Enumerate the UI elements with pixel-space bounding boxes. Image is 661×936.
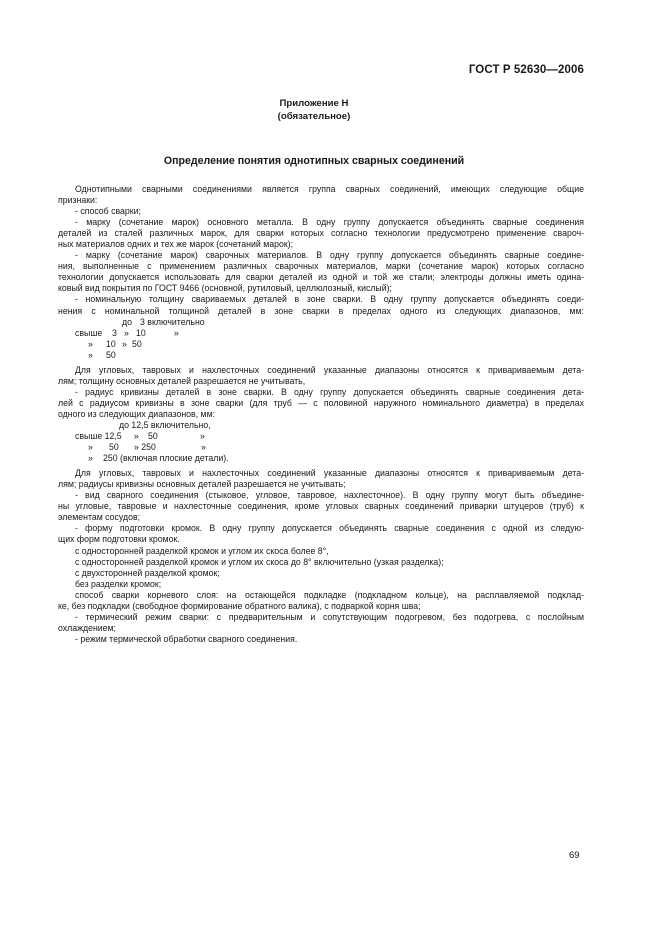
appendix-status: (обязательное) — [277, 111, 351, 122]
paragraph-line: лям; толщину основных деталей разрешается не учитывать, — [58, 375, 306, 386]
paragraph-line: деталей из сталей различных марок, для сварки которых согласно технологии предусмотрено применение свароч- — [58, 228, 584, 239]
range-cell: 3 включительно — [140, 316, 205, 327]
paragraph-line: ния, выполненные с применением различных сварочных материалов, марки (сочетание марок) которых согласно — [58, 261, 584, 272]
paragraph-line: лям; радиусы кривизны основных деталей разрешается не учитывать; — [58, 479, 346, 490]
paragraph-line: Для угловых, тавровых и нахлесточных соединений указанные диапазоны относятся к привариваемым дета- — [75, 364, 584, 375]
paragraph-line: элементам сосудов; — [58, 512, 141, 523]
list-item: - вид сварного соединения (стыковое, угловое, тавровое, нахлесточное). В одну группу могут быть объедине- — [75, 490, 584, 501]
paragraph-line: ковый вид покрытия по ГОСТ 9466 (основной, рутиловый, целлюлозный, кислый); — [58, 283, 392, 294]
list-item: - режим термической обработки сварного соединения. — [75, 633, 298, 644]
range-cell: свыше — [75, 327, 103, 338]
appendix-label: Приложение Н — [279, 98, 349, 109]
range-row — [58, 339, 584, 350]
range-cell: » — [134, 431, 139, 442]
range-cell: 50 — [132, 338, 142, 349]
list-item: - термический режим сварки: с предварительным и сопутствующим подогревом, без подогрева, с послойным — [75, 611, 584, 622]
body-text — [58, 184, 584, 645]
paragraph-line: нения с номинальной толщиной деталей в зоне сварки в пределах одного из следующих диапазонов, мм: — [58, 305, 584, 316]
range-row — [58, 420, 584, 431]
list-item: с двухсторонней разделкой кромок; — [75, 567, 220, 578]
list-item: - номинальную толщину свариваемых деталей в зоне сварки. В одну группу допускается объединять соеди- — [75, 294, 584, 305]
paragraph-line: ке, без подкладки (свободное формирование обратного валика), с подваркой корня шва; — [58, 600, 421, 611]
range-cell: 3 — [112, 327, 117, 338]
range-cell: » — [200, 431, 205, 442]
range-cell: » — [124, 327, 129, 338]
range-row — [58, 442, 584, 453]
range-cell: » 250 — [134, 442, 156, 453]
range-cell: » — [174, 327, 179, 338]
paragraph-line: щих форм подготовки кромок. — [58, 534, 180, 545]
range-row — [58, 350, 584, 361]
paragraph-line: Однотипными сварными соединениями является группа сварных соединений, имеющих следующие общие — [75, 184, 584, 194]
range-cell: » — [88, 453, 93, 464]
paragraph-line: Для угловых, тавровых и нахлесточных соединений указанные диапазоны относятся к привариваемым дета- — [75, 468, 584, 479]
paragraph-line: охлаждением; — [58, 622, 116, 633]
range-cell: свыше 12,5 — [75, 431, 122, 442]
page-number: 69 — [569, 850, 580, 861]
paragraph-line: признаки: — [58, 195, 98, 206]
list-item: без разделки кромок; — [75, 578, 162, 589]
range-cell: » — [88, 338, 93, 349]
radius-ranges — [58, 420, 584, 464]
paragraph-line: ны угловые, тавровые и нахлесточные соединения, кроме угловых сварных соединений приварки штуцеров (труб) к — [58, 501, 584, 512]
range-row — [58, 317, 584, 328]
range-cell: 50 — [106, 349, 116, 360]
paragraph-line: способ сварки корневого слоя: на остающейся подкладке (подкладном кольце), на расплавляемой подклад- — [75, 589, 584, 600]
list-item: с односторонней разделкой кромок и углом их скоса более 8°, — [75, 545, 329, 556]
paragraph-line: технологии допускается использовать для сварки деталей из одной и той же стали; электроды должны иметь одина- — [58, 272, 584, 283]
range-cell: » — [122, 338, 127, 349]
range-cell: » — [88, 349, 93, 360]
list-item: - марку (сочетание марок) основного металла. В одну группу допускается объединять сварные соединения — [75, 217, 584, 228]
range-cell: до 12,5 включительно, — [119, 419, 211, 430]
list-item: - способ сварки; — [75, 206, 141, 217]
range-cell: 10 — [136, 327, 146, 338]
range-cell: 50 — [148, 431, 158, 442]
paragraph-line: лей с радиусом кривизны в зоне сварки (для труб — с половиной наружного номинального диаметра) в пределах — [58, 397, 584, 408]
list-item: - форму подготовки кромок. В одну группу допускается объединять сварные соединения с одной из следую- — [75, 523, 584, 534]
range-cell: » — [88, 442, 93, 453]
range-cell: 10 — [106, 338, 116, 349]
range-row — [58, 328, 584, 339]
list-item: с односторонней разделкой кромок и углом их скоса до 8° включительно (узкая разделка); — [75, 556, 444, 567]
document-number: ГОСТ Р 52630—2006 — [468, 64, 584, 76]
range-row — [58, 431, 584, 442]
range-cell: до — [122, 316, 132, 327]
list-item: - марку (сочетание марок) сварочных материалов. В одну группу допускается объединять сварные соедине- — [75, 250, 584, 261]
paragraph-line: одного из следующих диапазонов, мм: — [58, 408, 216, 419]
range-cell: 50 — [109, 442, 119, 453]
range-row — [58, 453, 584, 464]
thickness-ranges — [58, 317, 584, 361]
paragraph-line: ных материалов одних и тех же марок (сочетаний марок); — [58, 239, 293, 250]
range-cell: 250 (включая плоские детали). — [103, 453, 229, 464]
section-title: Определение понятия однотипных сварных соединений — [163, 155, 465, 167]
list-item: - радиус кривизны деталей в зоне сварки. В одну группу допускается объединять сварные соединения дета- — [75, 386, 584, 397]
range-cell: » — [201, 442, 206, 453]
